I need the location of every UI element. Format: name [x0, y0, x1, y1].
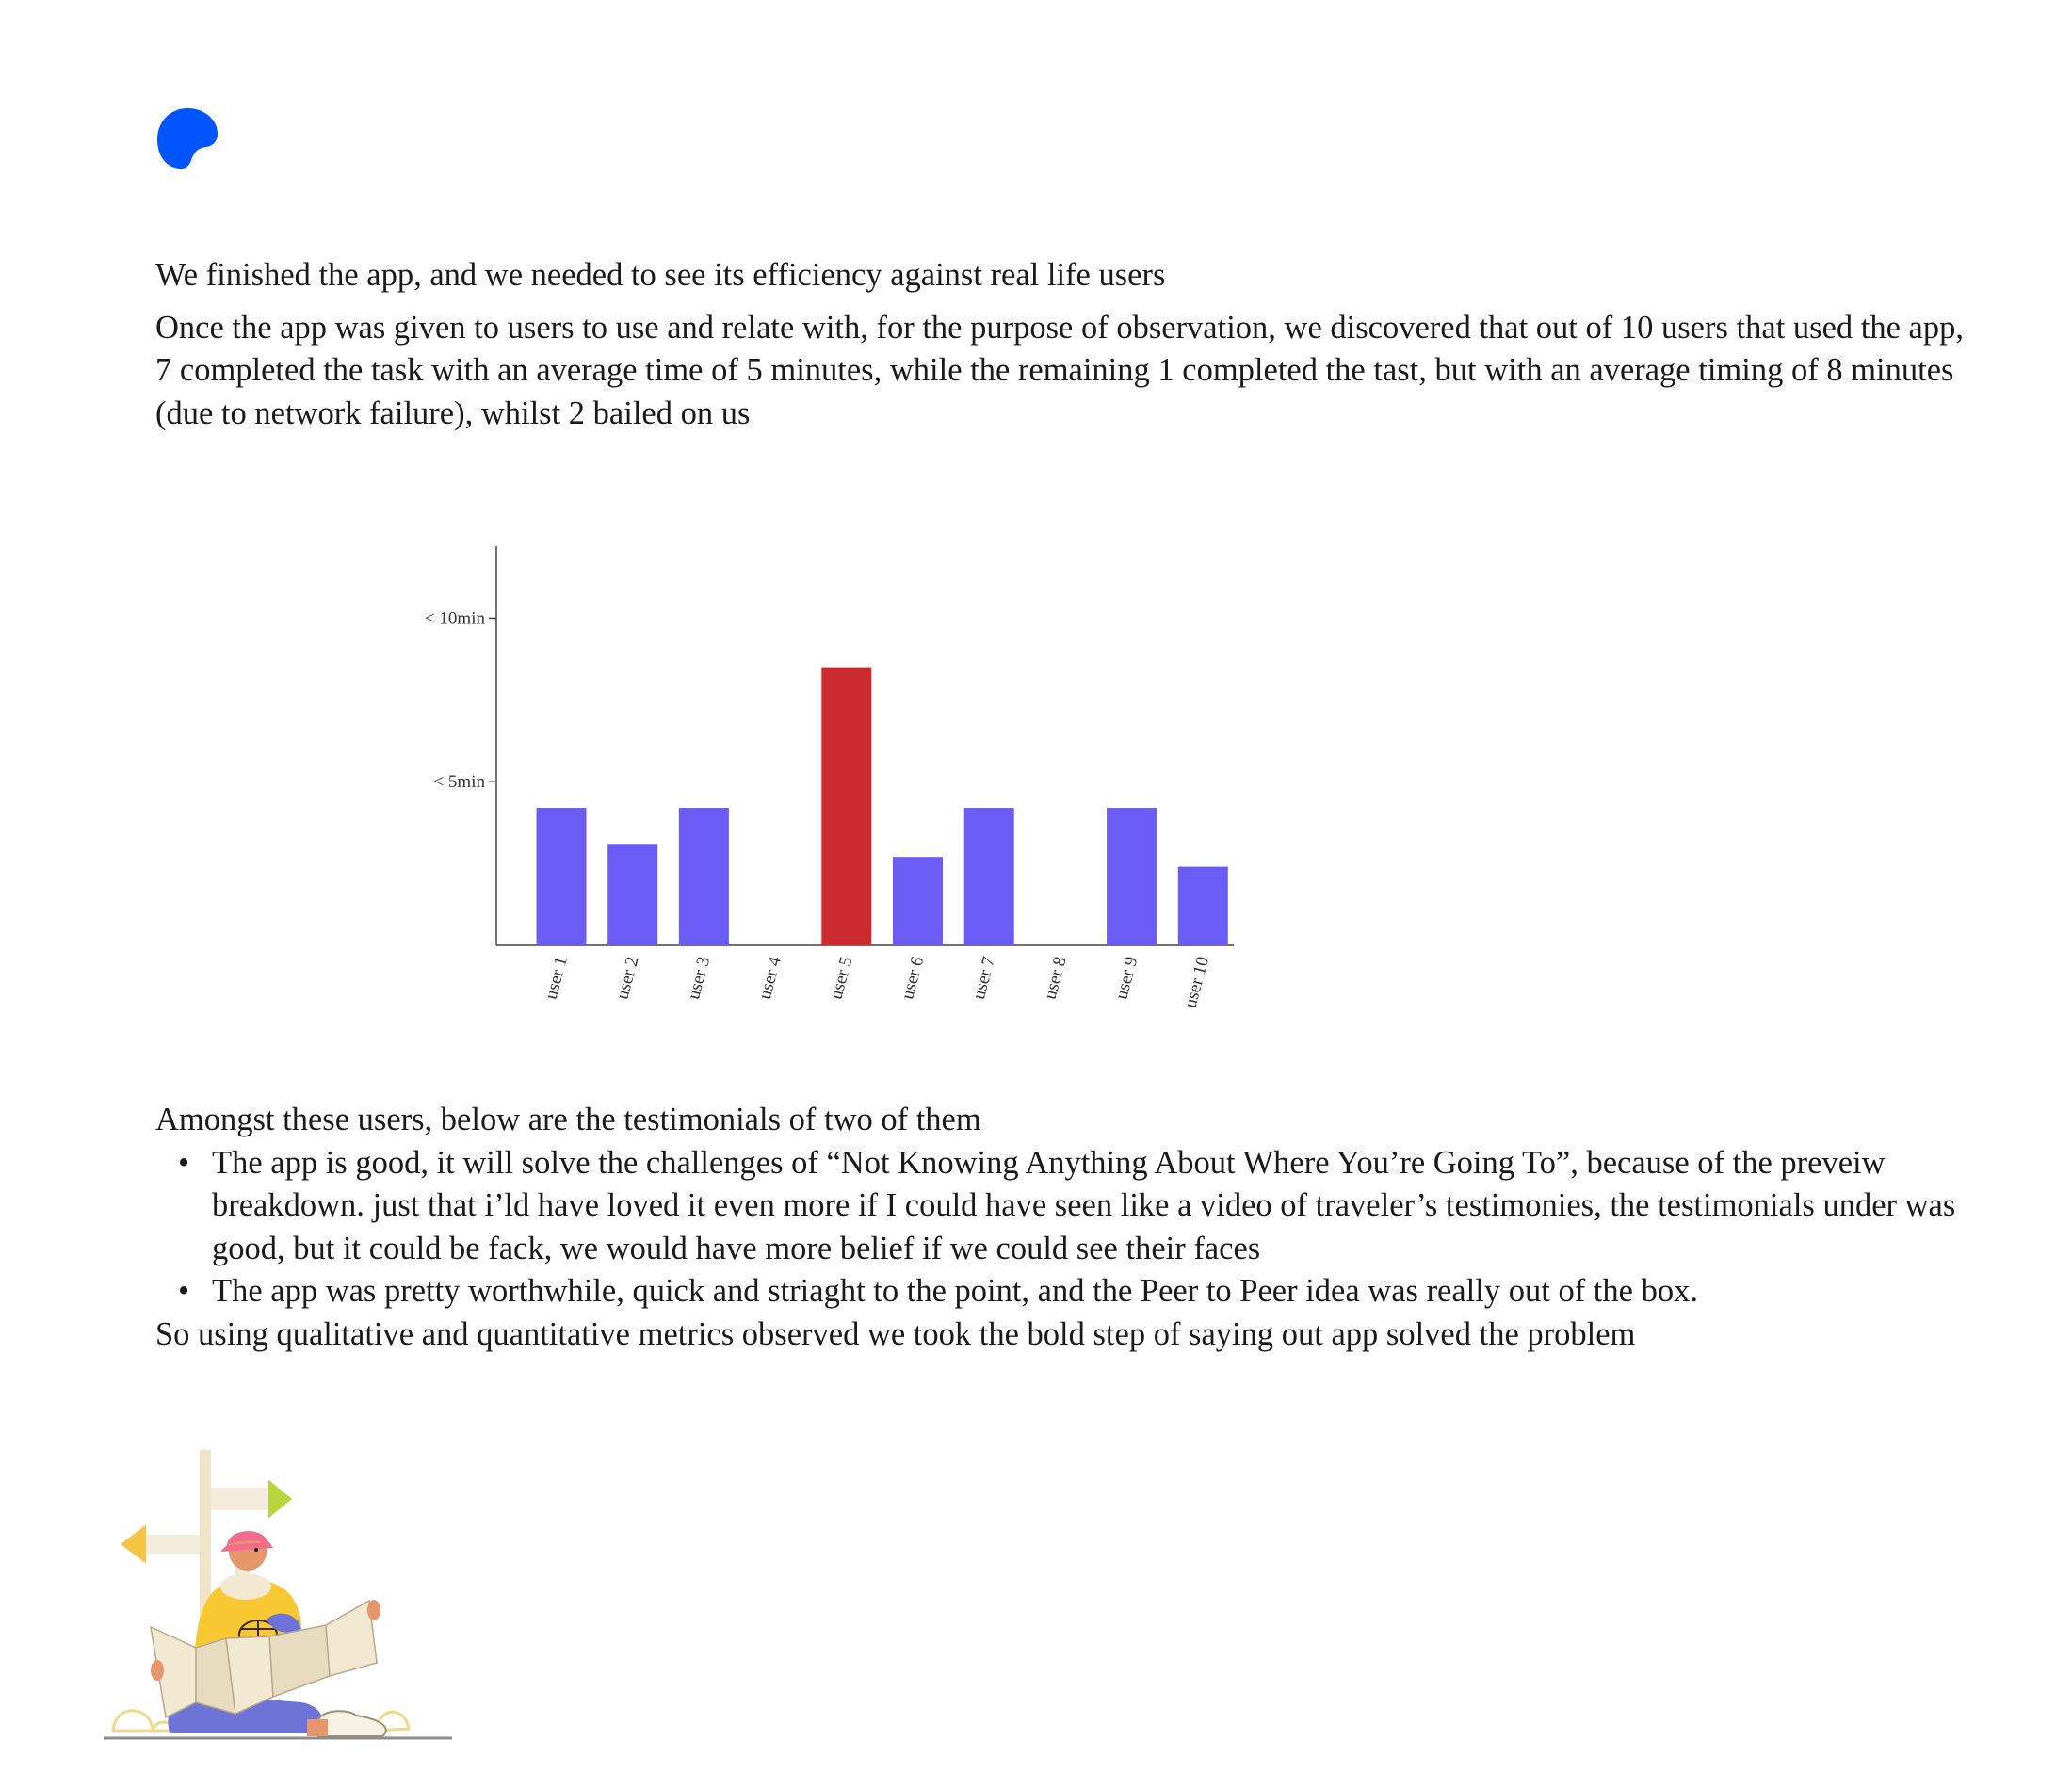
bar-user-7 [964, 808, 1014, 945]
x-tick-label: user 8 [1040, 954, 1071, 1002]
bar-user-1 [537, 808, 587, 945]
intro-lead: We finished the app, and we needed to see its efficiency against real life users [155, 257, 1166, 293]
x-tick-label: user 10 [1180, 954, 1214, 1010]
bar-user-10 [1178, 867, 1228, 945]
testimonial-item [155, 1142, 1964, 1271]
bar-user-3 [679, 808, 729, 945]
completion-time-bar-chart [377, 527, 1262, 1036]
testimonial-item [155, 1270, 1964, 1314]
chart-marks [425, 546, 1234, 1010]
y-tick-label: < 5min [433, 772, 485, 793]
x-tick-label: user 1 [541, 954, 572, 1002]
y-tick-label: < 10min [424, 608, 485, 629]
intro-body: Once the app was given to users to use and relate with, for the purpose of observation, we discovered that out of 10 users that used the app, 7 completed the task with an average time of 5 minutes, while the remaining 1 completed the tast, but with an average timing of 8 minutes (due to network failure), whilst 2 bailed on us [155, 309, 1964, 431]
bar-user-6 [893, 857, 943, 945]
testimonial-text: The app was pretty worthwhile, quick and striaght to the point, and the Peer to Peer idea was really out of the box. [212, 1273, 1698, 1309]
bar-user-5 [821, 668, 871, 945]
x-tick-label: user 9 [1111, 954, 1142, 1002]
bullet-icon: • [178, 1144, 190, 1181]
x-tick-label: user 3 [684, 954, 715, 1002]
bar-user-9 [1107, 808, 1157, 945]
testimonials-intro: Amongst these users, below are the testimonials of two of them [155, 1102, 981, 1137]
bar-user-2 [607, 844, 657, 945]
conclusion-text: So using qualitative and quantitative metrics observed we took the bold step of saying out app solved the problem [155, 1315, 1636, 1352]
x-tick-label: user 7 [968, 954, 1000, 1002]
testimonials-section [155, 1099, 1964, 1356]
bullet-icon: • [178, 1273, 190, 1309]
x-tick-label: user 5 [826, 954, 857, 1002]
x-tick-label: user 6 [898, 954, 929, 1002]
testimonial-list [155, 1142, 1964, 1314]
x-tick-label: user 4 [754, 954, 785, 1002]
traveler-reading-map-illustration [104, 1450, 452, 1751]
blob-logo-icon [154, 105, 220, 171]
intro-section [155, 254, 1964, 435]
testimonial-text: The app is good, it will solve the challenges of “Not Knowing Anything About Where You’re Going To”, because of the preveiw breakdown. just that i’ld have loved it even more if I could have seen like a video of traveler’s testimonies, the testimonials under was good, but it could be fack, we would have more belief if we could see their faces [212, 1144, 1956, 1266]
x-tick-label: user 2 [612, 954, 643, 1002]
